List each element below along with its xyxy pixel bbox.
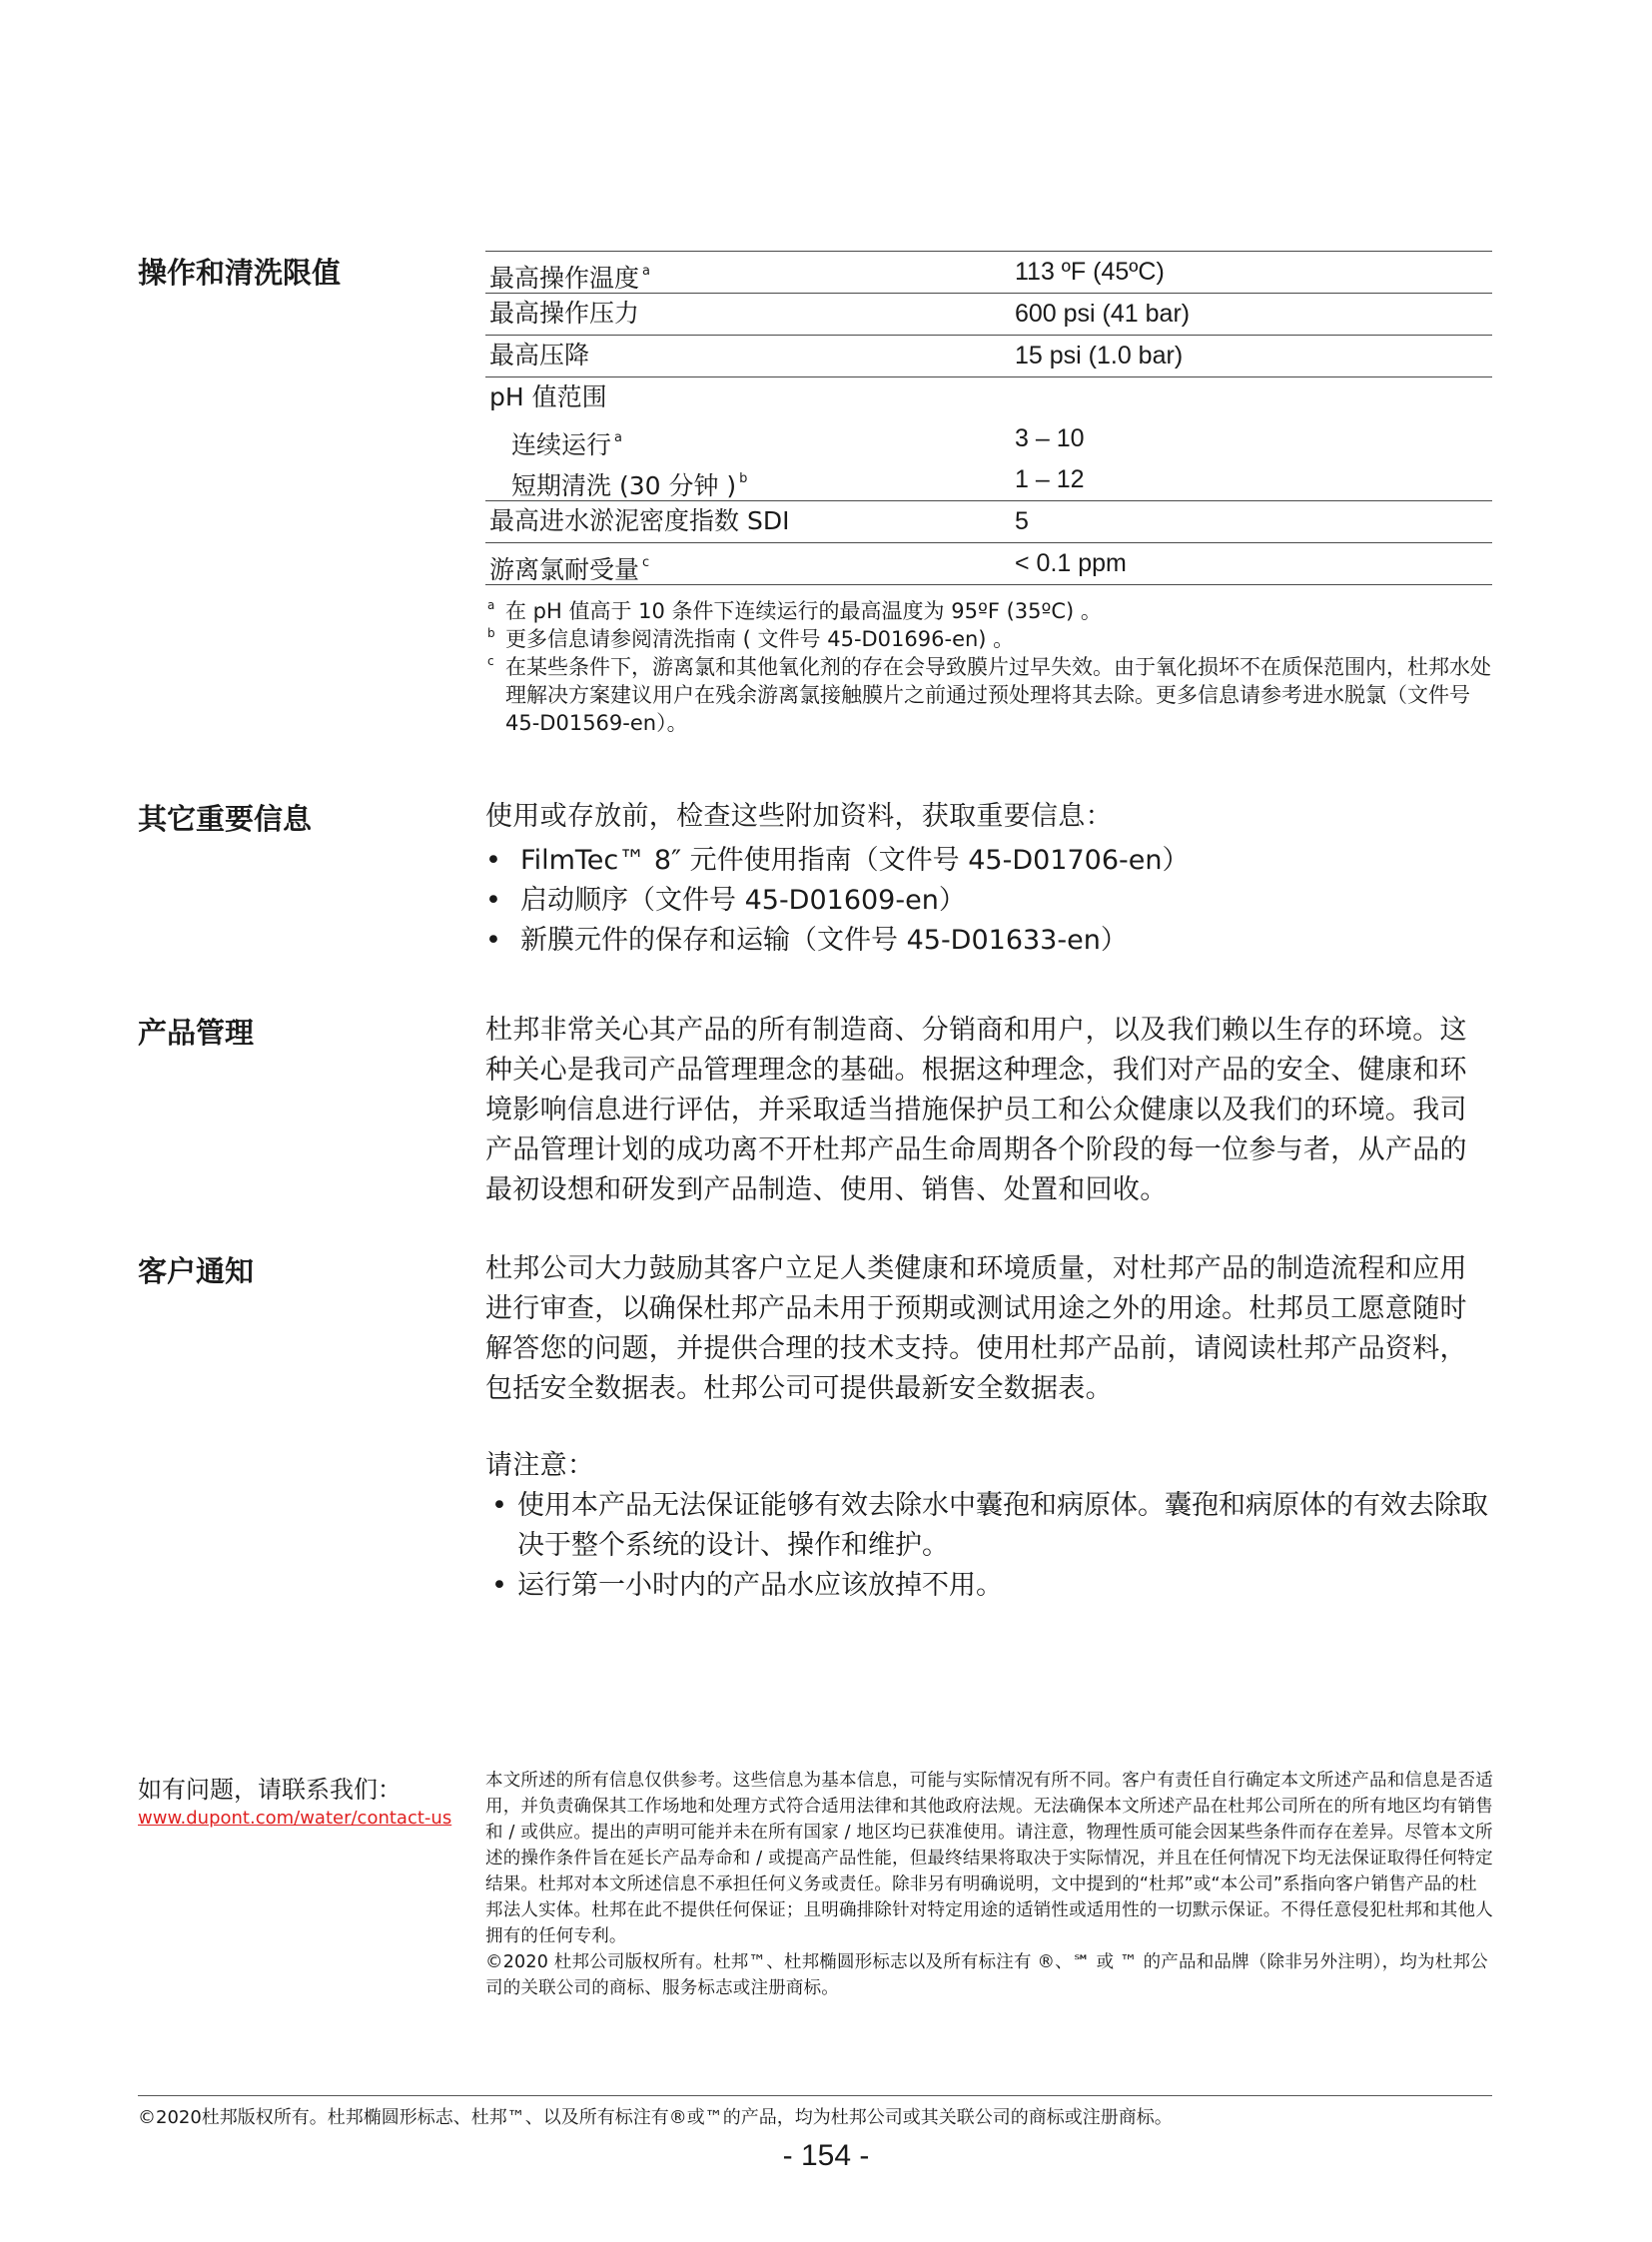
other-info-intro: 使用或存放前，检查这些附加资料，获取重要信息： <box>485 801 1113 832</box>
list-item: • 使用本产品无法保证能够有效去除水中囊孢和病原体。囊孢和病原体的有效去除取决于整个系统的设计、操作和维护。 <box>491 1490 1488 1561</box>
contact-link[interactable]: www.dupont.com/water/contact-us <box>138 1808 452 1829</box>
disclaimer-text: 本文所述的所有信息仅供参考。这些信息为基本信息，可能与实际情况有所不同。客户有责任自行确定本文所述产品和信息是否适用，并负责确保其工作场地和处理方式符合适用法律和其他政府法规。无法确保本文所述产品在杜邦公司所在的所有地区均有销售和 / 或供应。提出的声明可能并未在所有国家 / 地区均已获准使用。请注意，物理性质可能会因某些条件而存在差异。尽管本文所述的操作条件旨在延长产品寿命和 / 或提高产品性能，但最终结果将取决于实际情况，并且在任何情况下均无法保证取得任何特定结果。杜邦对本文所述信息不承担任何义务或责任。除非另有明确说明，文中提到的“杜邦”或“本公司”系指向客户销售产品的杜邦法人实体。杜邦在此不提供任何保证；且明确排除针对特定用途的适销性或适用性的一切默示保证。不得任意侵犯杜邦和其他人拥有的任何专利。 <box>485 1771 1493 1946</box>
limits-row <box>485 542 1492 585</box>
limits-row <box>485 500 1492 542</box>
limits-row <box>485 251 1492 293</box>
customer-notice-text: 杜邦公司大力鼓励其客户立足人类健康和环境质量，对杜邦产品的制造流程和应用进行审查，以确保杜邦产品未用于预期或测试用途之外的用途。杜邦员工愿意随时解答您的问题，并提供合理的技术支持。使用杜邦产品前，请阅读杜邦产品资料，包括安全数据表。杜邦公司可提供最新安全数据表。 <box>485 1253 1467 1404</box>
limits-row-label: 短期清洗 (30 分钟 ) $^b$ <box>511 471 748 500</box>
stewardship-text: 杜邦非常关心其产品的所有制造商、分销商和用户，以及我们赖以生存的环境。这种关心是我司产品管理理念的基础。根据这种理念，我们对产品的安全、健康和环境影响信息进行评估，并采取适当措施保护员工和公众健康以及我们的环境。我司产品管理计划的成功离不开杜邦产品生命周期各个阶段的每一位参与者，从产品的最初设想和研发到产品制造、使用、销售、处置和回收。 <box>485 1015 1467 1205</box>
other-info-heading: 其它重要信息 <box>138 802 313 836</box>
contact-question: 如有问题，请联系我们： <box>138 1776 402 1804</box>
list-item: • 启动顺序（文件号 45-D01609-en） <box>485 885 966 916</box>
footnote: c 在某些条件下，游离氯和其他氧化剂的存在会导致膜片过早失效。由于氧化损坏不在质保范围内，杜邦水处理解决方案建议用户在残余游离氯接触膜片之前通过预处理将其去除。更多信息请参考进水脱氯（文件号 45-D01569-en）。 <box>487 654 1491 735</box>
limits-row-value: 15 psi (1.0 bar) <box>1015 342 1184 370</box>
list-item: • 新膜元件的保存和运输（文件号 45-D01633-en） <box>485 925 1128 956</box>
limits-row-value: < 0.1 ppm <box>1015 549 1127 577</box>
limits-row-value: 600 psi (41 bar) <box>1015 300 1191 328</box>
footer-divider <box>138 2095 1492 2096</box>
list-item: • FilmTec™ 8″ 元件使用指南（文件号 45-D01706-en） <box>485 845 1190 876</box>
footnote: b 更多信息请参阅清洗指南 ( 文件号 45-D01696-en) 。 <box>487 626 1015 651</box>
limits-row <box>485 376 1492 418</box>
limits-row-value: 5 <box>1015 507 1029 535</box>
limits-row-label: 最高压降 <box>489 341 590 370</box>
limits-heading: 操作和清洗限值 <box>138 256 342 290</box>
disclaimer <box>485 1768 1494 2001</box>
limits-row <box>485 293 1492 335</box>
stewardship-heading: 产品管理 <box>138 1016 255 1050</box>
limits-row-value: 3 – 10 <box>1015 424 1085 452</box>
disclaimer-copyright: ©2020 杜邦公司版权所有。杜邦™、杜邦椭圆形标志以及所有标注有 ®、℠ 或 ™ 的产品和品牌（除非另外注明），均为杜邦公司的关联公司的商标、服务标志或注册商标。 <box>485 1952 1488 1998</box>
limits-row <box>485 335 1492 376</box>
list-item: • 运行第一小时内的产品水应该放掉不用。 <box>491 1570 1003 1601</box>
limits-row-value: 113 ºF (45ºC) <box>1015 258 1165 286</box>
limits-footnotes <box>485 597 1494 737</box>
limits-row-label: 最高进水淤泥密度指数 SDI <box>489 506 790 535</box>
footer-copyright: ©2020杜邦版权所有。杜邦椭圆形标志、杜邦™、以及所有标注有®或™的产品，均为杜邦公司或其关联公司的商标或注册商标。 <box>138 2107 1173 2128</box>
customer-notice-list <box>485 1486 1494 1606</box>
customer-notice-note-title: 请注意： <box>485 1450 595 1481</box>
page-number: - 154 - <box>782 2139 870 2172</box>
limits-table <box>485 251 1492 585</box>
customer-notice-heading: 客户通知 <box>138 1254 255 1288</box>
limits-row <box>485 459 1492 500</box>
limits-row-label: 最高操作压力 <box>489 299 640 328</box>
limits-row-label: 连续运行 $^a$ <box>511 430 622 459</box>
limits-row-value: 1 – 12 <box>1015 465 1085 493</box>
limits-row-label: 最高操作温度 $^a$ <box>489 264 650 293</box>
limits-row-label: 游离氯耐受量 $^c$ <box>489 555 650 584</box>
other-info-list <box>485 841 1494 961</box>
footnote: a 在 pH 值高于 10 条件下连续运行的最高温度为 95ºF (35ºC) 。 <box>487 598 1102 623</box>
limits-row <box>485 418 1492 459</box>
limits-row-label: pH 值范围 <box>489 382 607 411</box>
